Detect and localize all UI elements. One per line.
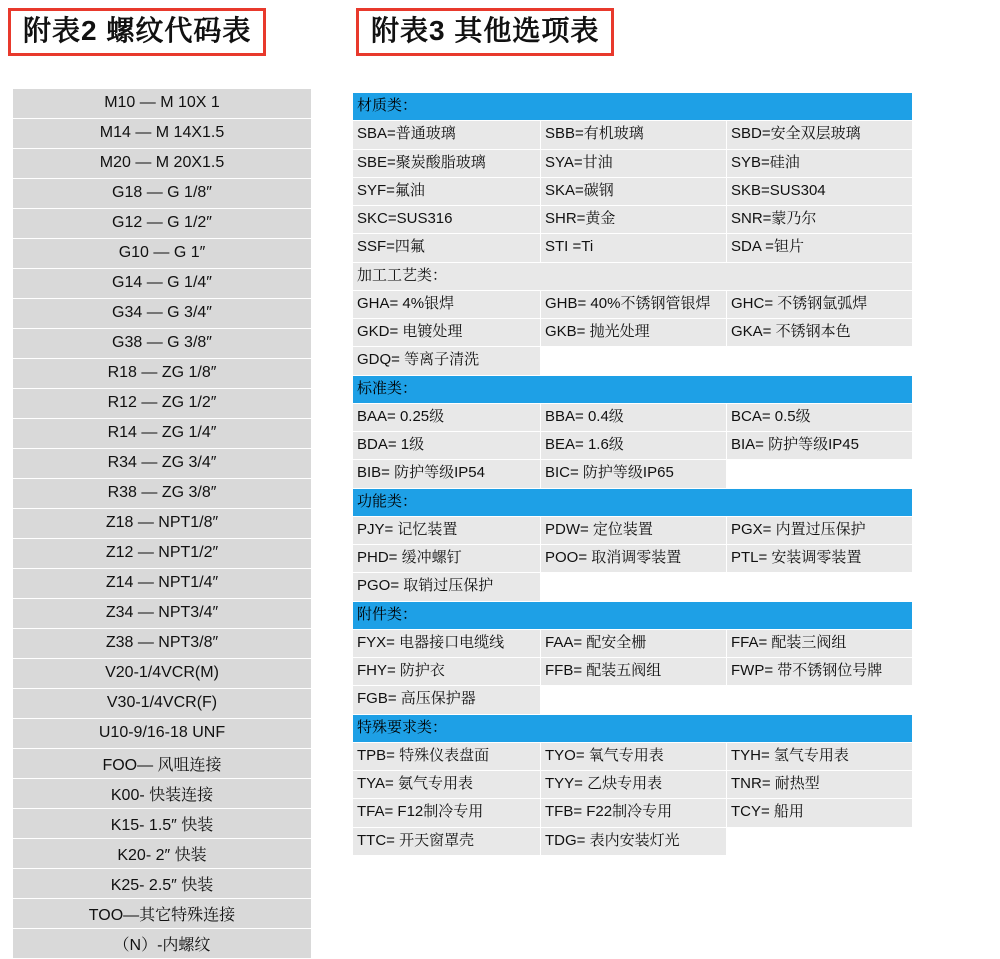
thread-code-cell: R14 — ZG 1/4″ [13,419,312,449]
option-cell: BEA= 1.6级 [541,432,727,460]
option-cell: SKA=碳钢 [541,177,727,205]
table-row [353,290,913,318]
table-row [353,403,913,431]
other-options-section [348,0,988,56]
thread-code-cell: Z34 — NPT3/4″ [13,599,312,629]
option-cell: SDA =钽片 [727,234,913,262]
thread-code-cell: V20-1/4VCR(M) [13,659,312,689]
table-row [353,742,913,770]
table-row [13,689,312,719]
table-row [353,177,913,205]
table-row [13,539,312,569]
option-cell: TCY= 船用 [727,799,913,827]
table-row [353,827,913,855]
table-row [353,234,913,262]
option-cell: BAA= 0.25级 [353,403,541,431]
option-cell: SBA=普通玻璃 [353,121,541,149]
option-cell: GKA= 不锈钢本色 [727,319,913,347]
thread-code-cell: FOO— 风咀连接 [13,749,312,779]
thread-code-cell: R34 — ZG 3/4″ [13,449,312,479]
option-cell: SNR=蒙乃尔 [727,206,913,234]
option-cell: FHY= 防护衣 [353,658,541,686]
section-header: 加工工艺类： [353,262,913,290]
thread-code-cell: V30-1/4VCR(F) [13,689,312,719]
thread-code-cell: Z12 — NPT1/2″ [13,539,312,569]
option-cell: BCA= 0.5级 [727,403,913,431]
option-cell: SYA=甘油 [541,149,727,177]
table-row [13,629,312,659]
thread-code-cell: G10 — G 1″ [13,239,312,269]
table-row [13,899,312,929]
table-row [13,659,312,689]
thread-code-cell: M14 — M 14X1.5 [13,119,312,149]
option-cell: FGB= 高压保护器 [353,686,541,714]
option-cell: TNR= 耐热型 [727,771,913,799]
table-row [353,658,913,686]
table-row [13,509,312,539]
option-cell: BBA= 0.4级 [541,403,727,431]
thread-code-cell: K00- 快装连接 [13,779,312,809]
option-cell: FFB= 配装五阀组 [541,658,727,686]
thread-code-cell: K25- 2.5″ 快装 [13,869,312,899]
option-cell: TYO= 氧气专用表 [541,742,727,770]
table-row [13,89,312,119]
thread-code-cell: U10-9/16-18 UNF [13,719,312,749]
table-row [13,389,312,419]
empty-cell [541,347,727,375]
option-cell: BIC= 防护等级IP65 [541,460,727,488]
option-cell: FYX= 电器接口电缆线 [353,629,541,657]
section-header: 标准类： [353,375,913,403]
option-cell: POO= 取消调零装置 [541,545,727,573]
table-row [353,432,913,460]
option-cell: FWP= 带不锈钢位号牌 [727,658,913,686]
table-row [353,460,913,488]
thread-code-title-box [8,8,266,56]
table-row [353,686,913,714]
thread-code-cell: K15- 1.5″ 快装 [13,809,312,839]
option-cell: TTC= 开天窗罩壳 [353,827,541,855]
option-cell: TPB= 特殊仪表盘面 [353,742,541,770]
other-options-table [352,92,913,856]
thread-code-cell: Z14 — NPT1/4″ [13,569,312,599]
option-cell: SBD=安全双层玻璃 [727,121,913,149]
table-row [353,206,913,234]
table-row [13,419,312,449]
option-cell: STI =Ti [541,234,727,262]
option-cell: GHC= 不锈钢氩弧焊 [727,290,913,318]
thread-code-cell: Z38 — NPT3/8″ [13,629,312,659]
table-row [13,749,312,779]
option-cell: SBB=有机玻璃 [541,121,727,149]
table-row [353,601,913,629]
option-cell: PGO= 取销过压保护 [353,573,541,601]
other-options-title: 附表3 其他选项表 [371,15,600,46]
option-cell: SKB=SUS304 [727,177,913,205]
option-cell: PHD= 缓冲螺钉 [353,545,541,573]
thread-code-cell: TOO—其它特殊连接 [13,899,312,929]
option-cell: PDW= 定位装置 [541,516,727,544]
empty-cell [727,573,913,601]
table-row [353,516,913,544]
table-row [13,779,312,809]
table-row [353,799,913,827]
table-row [353,149,913,177]
empty-cell [541,573,727,601]
thread-code-title: 附表2 螺纹代码表 [23,15,252,46]
section-header: 特殊要求类： [353,714,913,742]
table-row [13,479,312,509]
table-row [353,771,913,799]
table-row [13,869,312,899]
option-cell: GKD= 电镀处理 [353,319,541,347]
table-row [13,299,312,329]
table-row [353,93,913,121]
thread-code-cell: G14 — G 1/4″ [13,269,312,299]
option-cell: SBE=聚炭酸脂玻璃 [353,149,541,177]
option-cell: BDA= 1级 [353,432,541,460]
table-row [13,329,312,359]
table-row [353,121,913,149]
option-cell: TYH= 氢气专用表 [727,742,913,770]
option-cell: FFA= 配装三阀组 [727,629,913,657]
table-row [353,573,913,601]
thread-code-cell: M10 — M 10X 1 [13,89,312,119]
thread-code-section [0,0,330,56]
option-cell: TYY= 乙炔专用表 [541,771,727,799]
table-row [13,179,312,209]
option-cell: SKC=SUS316 [353,206,541,234]
option-cell: GKB= 抛光处理 [541,319,727,347]
table-row [13,269,312,299]
option-cell: TFA= F12制冷专用 [353,799,541,827]
thread-code-cell: R38 — ZG 3/8″ [13,479,312,509]
table-row [353,488,913,516]
option-cell: GDQ= 等离子清洗 [353,347,541,375]
option-cell: SYB=硅油 [727,149,913,177]
table-row [13,119,312,149]
table-row [353,545,913,573]
thread-code-cell: M20 — M 20X1.5 [13,149,312,179]
table-row [13,929,312,959]
table-row [13,809,312,839]
table-row [13,719,312,749]
option-cell: FAA= 配安全栅 [541,629,727,657]
thread-code-cell: （N）-内螺纹 [13,929,312,959]
table-row [353,629,913,657]
section-header: 材质类： [353,93,913,121]
empty-cell [541,686,727,714]
table-row [353,319,913,347]
option-cell: GHB= 40%不锈钢管银焊 [541,290,727,318]
option-cell: SYF=氟油 [353,177,541,205]
option-cell: PGX= 内置过压保护 [727,516,913,544]
empty-cell [727,827,913,855]
option-cell: BIA= 防护等级IP45 [727,432,913,460]
option-cell: PJY= 记忆装置 [353,516,541,544]
thread-code-cell: R12 — ZG 1/2″ [13,389,312,419]
table-row [13,449,312,479]
thread-code-cell: G18 — G 1/8″ [13,179,312,209]
option-cell: GHA= 4%银焊 [353,290,541,318]
other-options-title-box [356,8,614,56]
table-row [13,209,312,239]
option-cell: SHR=黄金 [541,206,727,234]
option-cell: PTL= 安装调零装置 [727,545,913,573]
thread-code-cell: G38 — G 3/8″ [13,329,312,359]
table-row [13,599,312,629]
table-row [353,714,913,742]
thread-code-table [12,88,312,959]
table-row [353,262,913,290]
option-cell: BIB= 防护等级IP54 [353,460,541,488]
thread-code-cell: G12 — G 1/2″ [13,209,312,239]
empty-cell [727,686,913,714]
table-row [353,375,913,403]
thread-code-cell: K20- 2″ 快装 [13,839,312,869]
empty-cell [727,460,913,488]
table-row [13,569,312,599]
option-cell: SSF=四氟 [353,234,541,262]
option-cell: TYA= 氨气专用表 [353,771,541,799]
table-row [13,149,312,179]
table-row [13,839,312,869]
thread-code-cell: G34 — G 3/4″ [13,299,312,329]
empty-cell [727,347,913,375]
option-cell: TDG= 表内安装灯光 [541,827,727,855]
table-row [353,347,913,375]
table-row [13,239,312,269]
section-header: 附件类： [353,601,913,629]
thread-code-cell: Z18 — NPT1/8″ [13,509,312,539]
option-cell: TFB= F22制冷专用 [541,799,727,827]
section-header: 功能类： [353,488,913,516]
table-row [13,359,312,389]
thread-code-cell: R18 — ZG 1/8″ [13,359,312,389]
